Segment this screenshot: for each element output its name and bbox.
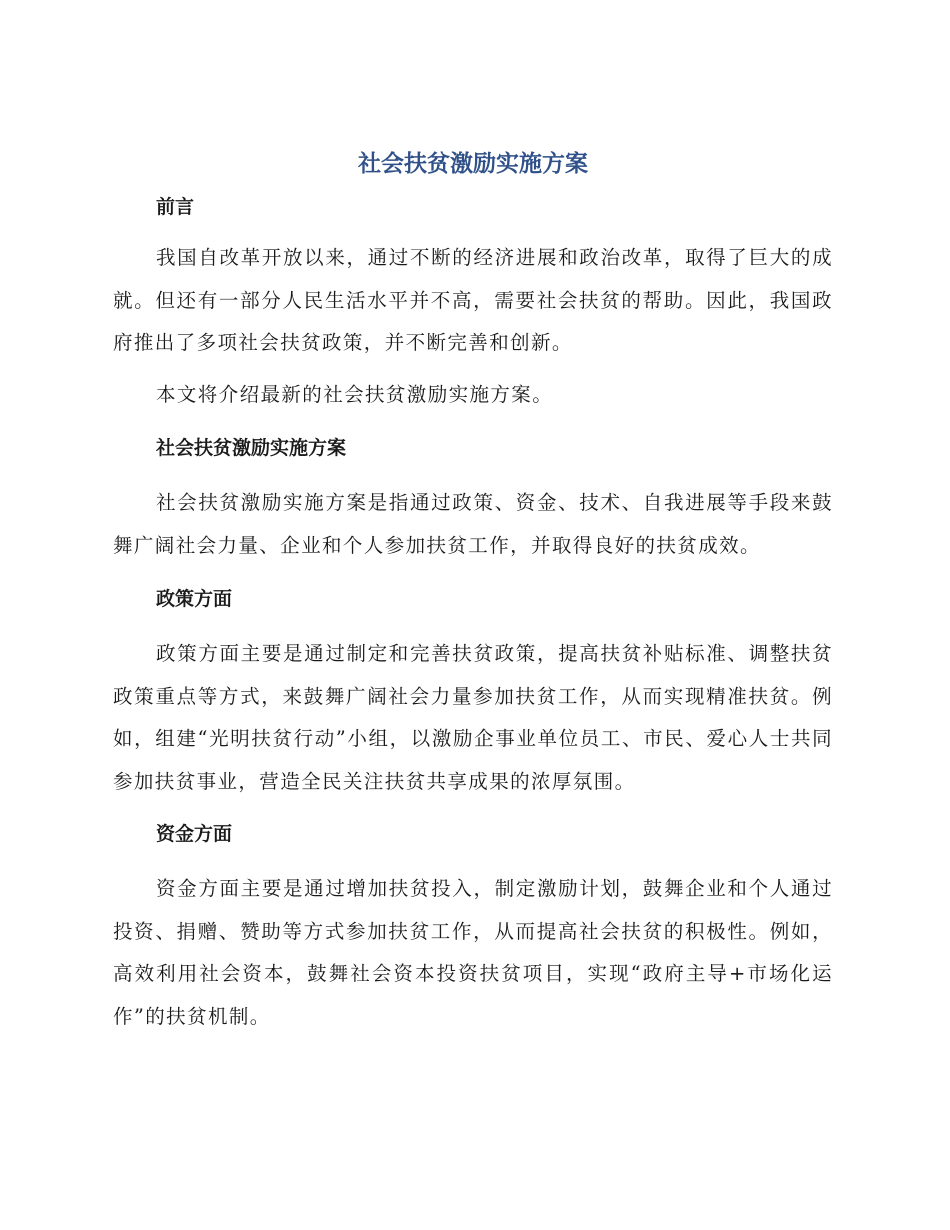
document-title: 社会扶贫激励实施方案 [358,151,588,177]
paragraph-policy: 政策方面主要是通过制定和完善扶贫政策，提高扶贫补贴标准、调整扶贫政策重点等方式，来鼓舞广阔社会力量参加扶贫工作，从而实现精准扶贫。例如，组建“光明扶贫行动”小组，以激励企事业单位员工、市民、爱心人士共同参加扶贫事业，营造全民关注扶贫共享成果的浓厚氛围。 [113,642,833,793]
section-heading-intro: 前言 [156,196,195,218]
paragraph-intro-1: 我国自改革开放以来，通过不断的经济进展和政治改革，取得了巨大的成就。但还有一部分人民生活水平并不高，需要社会扶贫的帮助。因此，我国政府推出了多项社会扶贫政策，并不断完善和创新。 [113,246,833,354]
document-page [113,145,833,1038]
paragraph-intro-2: 本文将介绍最新的社会扶贫激励实施方案。 [156,382,554,406]
section-heading-funds: 资金方面 [156,823,233,845]
section-heading-policy: 政策方面 [156,588,233,610]
section-heading-plan: 社会扶贫激励实施方案 [156,437,347,459]
paragraph-funds: 资金方面主要是通过增加扶贫投入，制定激励计划，鼓舞企业和个人通过投资、捐赠、赞助等方式参加扶贫工作，从而提高社会扶贫的积极性。例如，高效利用社会资本，鼓舞社会资本投资扶贫项目，实现“政府主导+市场化运作”的扶贫机制。 [113,877,833,1028]
paragraph-plan: 社会扶贫激励实施方案是指通过政策、资金、技术、自我进展等手段来鼓舞广阔社会力量、企业和个人参加扶贫工作，并取得良好的扶贫成效。 [113,491,833,557]
